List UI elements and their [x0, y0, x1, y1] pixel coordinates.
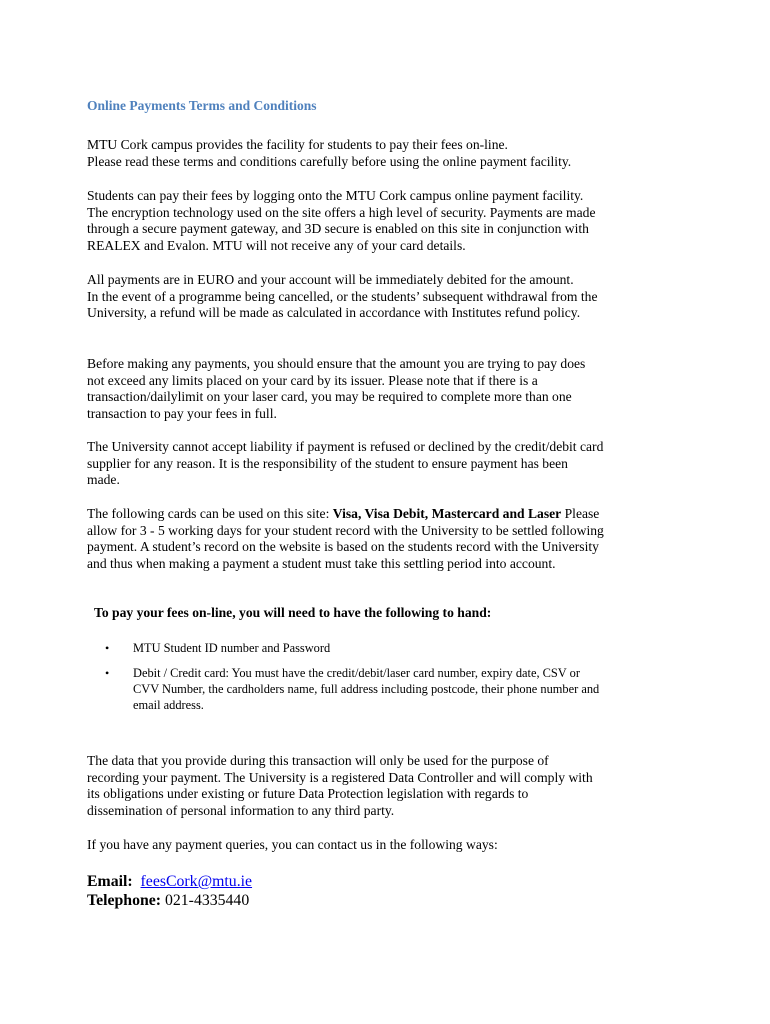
text-line: Debit / Credit card: You must have the credit/debit/laser card number, expiry date, CSV or — [133, 666, 580, 680]
text-line: transaction/dailylimit on your laser card, you may be required to complete more than one — [87, 389, 572, 405]
text-line — [87, 506, 687, 523]
text-line: The data that you provide during this transaction will only be used for the purpose of — [87, 753, 549, 768]
contact-intro-paragraph — [87, 837, 687, 854]
text-line: and thus when making a payment a student must take this settling period into account. — [87, 555, 556, 571]
text-line: dissemination of personal information to any third party. — [87, 802, 395, 818]
text-line: CVV Number, the cardholders name, full address including postcode, their phone number and — [133, 682, 600, 696]
telephone-label: Telephone: — [87, 892, 162, 909]
text-line: allow for 3 - 5 working days for your student record with the University to be settled following — [87, 522, 604, 538]
text-line: email address. — [133, 698, 204, 712]
text-line: In the event of a programme being cancelled, or the students’ subsequent withdrawal from the — [87, 288, 598, 304]
requirements-list — [105, 640, 599, 713]
requirements-heading: To pay your fees on-line, you will need to have the following to hand: — [94, 605, 492, 620]
email-link[interactable]: feesCork@mtu.ie — [140, 873, 253, 890]
text-line: Students can pay their fees by logging onto the MTU Cork campus online payment facility. — [87, 188, 584, 203]
contact-phone-row — [87, 892, 249, 910]
text-line: through a secure payment gateway, and 3D secure is enabled on this site in conjunction with — [87, 221, 589, 237]
text-line: Please read these terms and conditions carefully before using the online payment facility. — [87, 153, 572, 169]
text-line: recording your payment. The University is a registered Data Controller and will comply with — [87, 769, 593, 785]
text-line: transaction to pay your fees in full. — [87, 405, 277, 421]
text-line: If you have any payment queries, you can contact us in the following ways: — [87, 837, 498, 852]
telephone-number: 021-4335440 — [164, 892, 250, 909]
contact-email-row — [87, 873, 252, 891]
page-title: Online Payments Terms and Conditions — [87, 98, 317, 113]
text-line: The University cannot accept liability if payment is refused or declined by the credit/debit card — [87, 439, 604, 454]
bullet-icon: • — [105, 641, 110, 655]
text-line: Before making any payments, you should ensure that the amount you are trying to pay does — [87, 356, 586, 371]
intro-paragraph — [87, 137, 687, 170]
text-line: MTU Cork campus provides the facility for students to pay their fees on-line. — [87, 137, 508, 152]
text-fragment: Please — [561, 506, 600, 521]
liability-paragraph — [87, 439, 687, 489]
currency-refund-paragraph — [87, 272, 687, 322]
list-item — [105, 665, 599, 713]
text-line: made. — [87, 472, 120, 488]
text-line: All payments are in EURO and your account will be immediately debited for the amount. — [87, 272, 574, 287]
accepted-cards-paragraph — [87, 506, 687, 572]
security-paragraph — [87, 188, 687, 254]
text-line: The encryption technology used on the site offers a high level of security. Payments are made — [87, 204, 596, 220]
card-limits-paragraph — [87, 356, 687, 422]
text-line: supplier for any reason. It is the responsibility of the student to ensure payment has been — [87, 455, 568, 471]
text-line: REALEX and Evalon. MTU will not receive any of your card details. — [87, 237, 466, 253]
text-line: University, a refund will be made as calculated in accordance with Institutes refund policy. — [87, 305, 581, 321]
email-label: Email: — [87, 873, 133, 890]
data-protection-paragraph — [87, 753, 687, 819]
accepted-cards-list: Visa, Visa Debit, Mastercard and Laser — [332, 506, 562, 521]
bullet-icon: • — [105, 666, 110, 680]
text-line: MTU Student ID number and Password — [133, 641, 331, 655]
text-fragment: The following cards can be used on this site: — [87, 506, 333, 521]
text-line: payment. A student’s record on the website is based on the students record with the University — [87, 539, 599, 555]
text-line: its obligations under existing or future Data Protection legislation with regards to — [87, 786, 529, 802]
list-item — [105, 640, 599, 656]
text-line: not exceed any limits placed on your card by its issuer. Please note that if there is a — [87, 372, 538, 388]
